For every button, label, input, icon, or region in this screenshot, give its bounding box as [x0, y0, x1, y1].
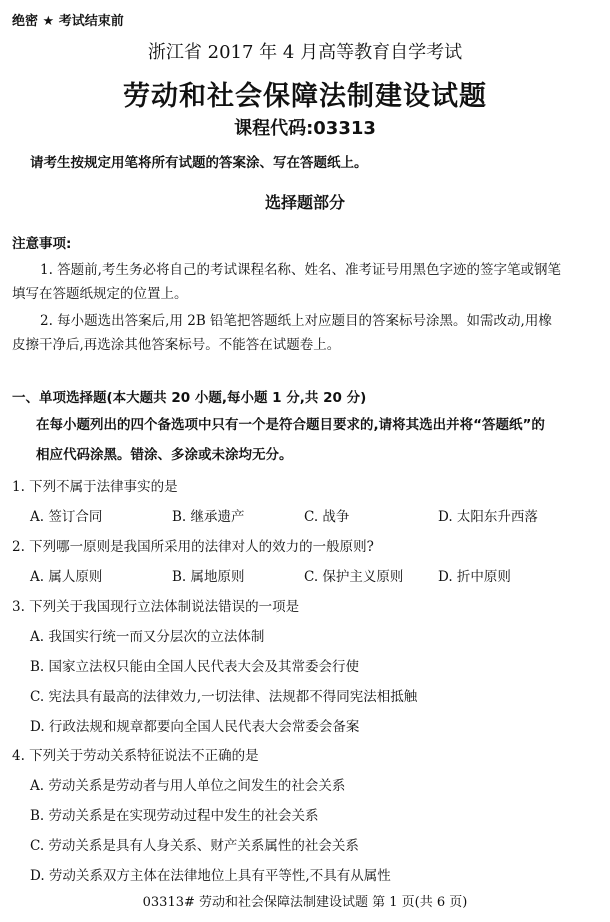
question-option: C. 保护主义原则: [304, 569, 404, 585]
notes-line: 2. 每小题选出答案后,用 2B 铅笔把答题纸上对应题目的答案标号涂黑。如需改动,用橡: [40, 313, 552, 329]
question-option: A. 属人原则: [30, 569, 103, 585]
question-option: B. 劳动关系是在实现劳动过程中发生的社会关系: [30, 808, 319, 824]
page-footer: 03313# 劳动和社会保障法制建设试题 第 1 页(共 6 页): [142, 895, 468, 910]
question-option: B. 继承遗产: [172, 509, 245, 525]
notes-line: 填写在答题纸规定的位置上。: [12, 286, 188, 302]
paper-title: 劳动和社会保障法制建设试题: [123, 81, 487, 112]
part-heading: 一、单项选择题(本大题共 20 小题,每小题 1 分,共 20 分): [12, 390, 367, 406]
exam-title: 浙江省 2017 年 4 月高等教育自学考试: [147, 42, 463, 63]
question-option: A. 我国实行统一而又分层次的立法体制: [30, 629, 265, 645]
question-stem: 1. 下列不属于法律事实的是: [12, 479, 178, 495]
notes-heading: 注意事项:: [12, 236, 72, 252]
question-option: A. 签订合同: [30, 509, 103, 525]
question-stem: 4. 下列关于劳动关系特征说法不正确的是: [12, 748, 259, 764]
notes-line: 皮擦干净后,再选涂其他答案标号。不能答在试题卷上。: [12, 337, 341, 353]
question-option: A. 劳动关系是劳动者与用人单位之间发生的社会关系: [30, 778, 346, 794]
question-option: D. 太阳东升西落: [438, 509, 538, 525]
question-option: B. 属地原则: [172, 569, 245, 585]
answer-instruction: 请考生按规定用笔将所有试题的答案涂、写在答题纸上。: [30, 155, 368, 171]
question-option: C. 劳动关系是具有人身关系、财产关系属性的社会关系: [30, 838, 359, 854]
question-stem: 2. 下列哪一原则是我国所采用的法律对人的效力的一般原则?: [12, 539, 374, 555]
notes-line: 1. 答题前,考生务必将自己的考试课程名称、姓名、准考证号用黑色字迹的签字笔或钢笔: [40, 262, 561, 278]
confidential-label: 绝密 ★ 考试结束前: [12, 14, 124, 29]
question-option: C. 战争: [304, 509, 350, 525]
question-option: D. 折中原则: [438, 569, 511, 585]
question-option: D. 行政法规和规章都要向全国人民代表大会常委会备案: [30, 719, 360, 735]
question-stem: 3. 下列关于我国现行立法体制说法错误的一项是: [12, 599, 300, 615]
question-option: D. 劳动关系双方主体在法律地位上具有平等性,不具有从属性: [30, 868, 391, 884]
part-instruction-line: 在每小题列出的四个备选项中只有一个是符合题目要求的,请将其选出并将“答题纸”的: [36, 417, 545, 433]
course-code: 课程代码:03313: [234, 118, 376, 139]
part-instruction-line: 相应代码涂黑。错涂、多涂或未涂均无分。: [36, 447, 293, 463]
section-heading: 选择题部分: [264, 193, 345, 212]
question-option: B. 国家立法权只能由全国人民代表大会及其常委会行使: [30, 659, 360, 675]
question-option: C. 宪法具有最高的法律效力,一切法律、法规都不得同宪法相抵触: [30, 689, 418, 705]
